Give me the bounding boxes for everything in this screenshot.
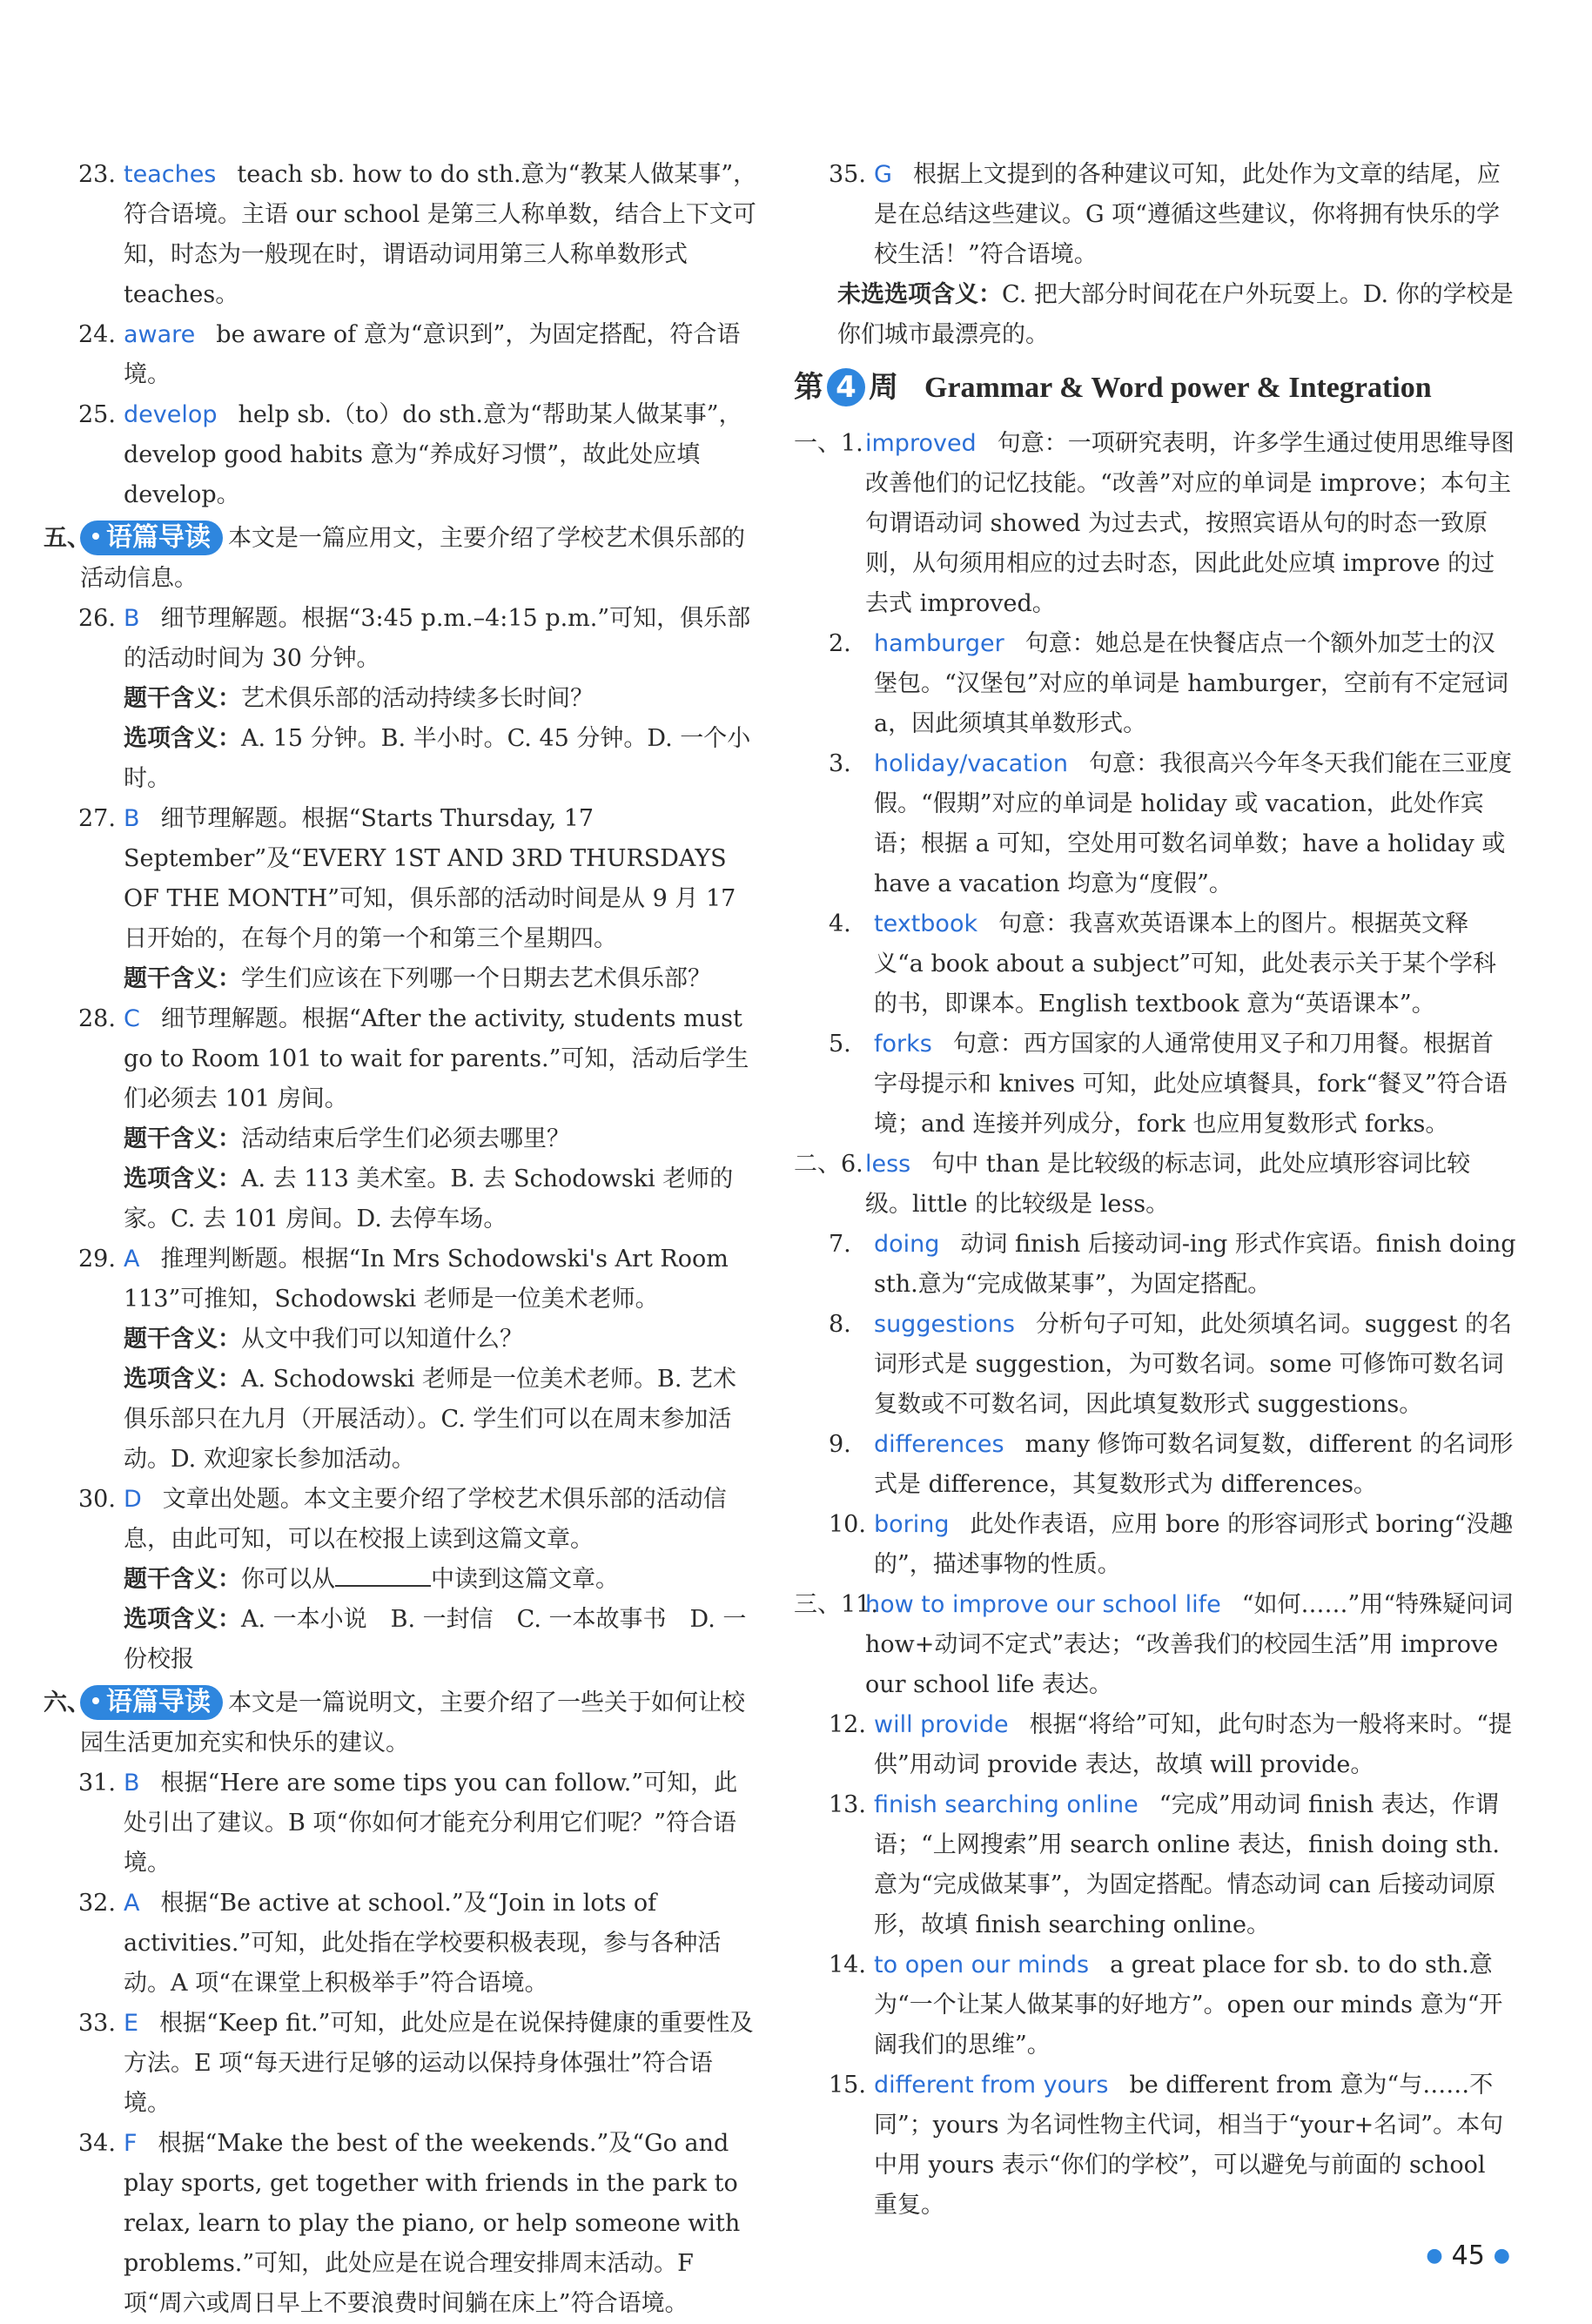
item-number: 10. [829, 1511, 866, 1538]
item-number: 32. [78, 1890, 116, 1917]
answer-item-8 [794, 1305, 1516, 1425]
explanation: 分析句子可知，此处须填名词。suggest 的名词形式是 suggestion，为可数名词。some 可修饰可数名词复数或不可数名词，因此填复数形式 suggestions。 [874, 1311, 1513, 1418]
answer: aware [124, 321, 196, 348]
question-meaning: 题干含义：艺术俱乐部的活动持续多长时间？ [124, 685, 594, 712]
left-column [44, 155, 759, 2324]
answer: textbook [874, 910, 978, 937]
explanation: 根据“Here are some tips you can follow.”可知，此处引出了建议。B 项“你如何才能充分利用它们呢？”符合语境。 [124, 1770, 738, 1877]
week-title: Grammar & Word power & Integration [924, 372, 1432, 404]
explanation: a great place for sb. to do sth.意为“一个让某人做某事的好地方”。open our minds 意为“开阔我们的思维”。 [874, 1951, 1503, 2059]
answer: to open our minds [874, 1951, 1090, 1978]
explanation: 推理判断题。根据“In Mrs Schodowski's Art Room 113”可推知，Schodowski 老师是一位美术老师。 [124, 1246, 729, 1313]
answer-item-28 [44, 999, 759, 1239]
section-summary: 本文是一篇应用文，主要介绍了学校艺术俱乐部的活动信息。 [80, 525, 745, 592]
item-number: 29. [78, 1246, 116, 1273]
option-meaning: 选项含义：A. Schodowski 老师是一位美术老师。B. 艺术俱乐部只在九月（开展活动）。C. 学生们可以在周末参加活动。D. 欢迎家长参加活动。 [124, 1366, 737, 1473]
explanation: 句意：一项研究表明，许多学生通过使用思维导图改善他们的记忆技能。“改善”对应的单词是 improve；本句主句谓语动词 showed 为过去式，按照宾语从句的时态一致原则，从句须用相应的过去时态，因此此处应填 improve 的过去式 improved。 [865, 430, 1515, 617]
answer: teaches [124, 161, 217, 188]
explanation: help sb.（to）do sth.意为“帮助某人做某事”，develop good habits 意为“养成好习惯”，故此处应填 develop。 [124, 401, 742, 508]
item-number: 26. [78, 605, 116, 632]
answer: B [124, 805, 140, 832]
page-number: ● 45 ● [1426, 2240, 1510, 2271]
explanation: many 修饰可数名词复数，different 的名词形式是 difference，其复数形式为 differences。 [874, 1431, 1514, 1498]
item-number: 一、1. [794, 430, 863, 457]
answer-item-25 [44, 395, 759, 515]
explanation: 动词 finish 后接动词-ing 形式作宾语。finish doing sth.意为“完成做某事”，为固定搭配。 [874, 1231, 1516, 1298]
answer-item-31 [44, 1763, 759, 1884]
answer: C [124, 1005, 140, 1032]
answer: will provide [874, 1711, 1009, 1738]
answer: A [124, 1890, 140, 1917]
item-number: 25. [78, 401, 116, 428]
answer: suggestions [874, 1311, 1015, 1338]
question-meaning: 题干含义：活动结束后学生们必须去哪里？ [124, 1125, 570, 1152]
question-meaning: 题干含义：学生们应该在下列哪一个日期去艺术俱乐部？ [124, 965, 711, 992]
unselected-options: 未选选项含义：C. 把大部分时间花在户外玩耍上。D. 你的学校是你们城市最漂亮的。 [837, 281, 1514, 348]
item-number: 13. [829, 1791, 866, 1818]
item-number: 23. [78, 161, 116, 188]
answer-item-14 [794, 1945, 1516, 2065]
answer: develop [124, 401, 218, 428]
explanation: “完成”用动词 finish 表达，作谓语；“上网搜索”用 search online 表达，finish doing sth.意为“完成做某事”，为固定搭配。情态动词 can 后接动词原形，故填 finish searching online。 [874, 1791, 1500, 1938]
answer-item-3 [794, 744, 1516, 904]
answer-item-34 [44, 2124, 759, 2324]
item-number: 24. [78, 321, 116, 348]
explanation: be different from 意为“与……不同”；yours 为名词性物主代词，相当于“your+名词”。本句中用 yours 表示“你们的学校”，可以避免与前面的 school 重复。 [874, 2072, 1504, 2219]
item-number: 7. [829, 1231, 851, 1258]
answer-item-35 [794, 155, 1516, 275]
item-number: 二、6. [794, 1151, 863, 1178]
answer: improved [865, 430, 977, 457]
answer: boring [874, 1511, 950, 1538]
question-meaning: 题干含义：你可以从 中读到这篇文章。 [124, 1566, 619, 1593]
answer-item-15 [794, 2065, 1516, 2226]
item-number: 4. [829, 910, 851, 937]
answer: doing [874, 1231, 940, 1258]
dot-icon [92, 1697, 99, 1704]
section-number: 五、 [44, 525, 91, 552]
item-number: 2. [829, 630, 851, 657]
answer-item-9 [794, 1425, 1516, 1505]
explanation: 句意：我很高兴今年冬天我们能在三亚度假。“假期”对应的单词是 holiday 或 vacation，此处作宾语；根据 a 可知，空处用可数名词单数；have a holiday 或 have a vacation 均意为“度假”。 [874, 750, 1513, 897]
answer-item-10 [794, 1505, 1516, 1585]
item-number: 28. [78, 1005, 116, 1032]
dot-icon: ● [1493, 2245, 1510, 2267]
explanation: 细节理解题。根据“After the activity, students must go to Room 101 to wait for parents.”可知，活动后学生们必须去 101 房间。 [124, 1005, 749, 1112]
item-number: 三、11. [794, 1591, 878, 1618]
answer: D [124, 1486, 142, 1513]
option-meaning: 选项含义：A. 去 113 美术室。B. 去 Schodowski 老师的家。C. 去 101 房间。D. 去停车场。 [124, 1165, 734, 1233]
answer: forks [874, 1031, 932, 1058]
answer: holiday/vacation [874, 750, 1069, 777]
section-summary: 本文是一篇说明文，主要介绍了一些关于如何让校园生活更加充实和快乐的建议。 [80, 1689, 745, 1756]
answer-item-29 [44, 1239, 759, 1480]
item-number: 9. [829, 1431, 851, 1458]
answer-item-1 [794, 424, 1516, 624]
item-number: 3. [829, 750, 851, 777]
section-5-intro [44, 519, 759, 599]
item-number: 14. [829, 1951, 866, 1978]
answer-item-30 [44, 1480, 759, 1680]
answer: G [874, 161, 892, 188]
item-number: 30. [78, 1486, 116, 1513]
answer: different from yours [874, 2072, 1109, 2099]
answer-item-33 [44, 2004, 759, 2124]
option-meaning: 选项含义：A. 15 分钟。B. 半小时。C. 45 分钟。D. 一个小时。 [124, 725, 751, 792]
reading-guide-badge: 语篇导读 [80, 521, 223, 555]
explanation: 此处作表语，应用 bore 的形容词形式 boring“没趣的”，描述事物的性质。 [874, 1511, 1514, 1578]
answer-item-7 [794, 1225, 1516, 1305]
section-6-intro [44, 1683, 759, 1763]
dot-icon [92, 533, 99, 540]
item-number: 5. [829, 1031, 851, 1058]
explanation: 细节理解题。根据“3:45 p.m.–4:15 p.m.”可知，俱乐部的活动时间为 30 分钟。 [124, 605, 751, 672]
explanation: 句意：我喜欢英语课本上的图片。根据英文释义“a book about a subject”可知，此处表示关于某个学科的书，即课本。English textbook 意为“英语课本”。 [874, 910, 1497, 1018]
answer: differences [874, 1431, 1004, 1458]
answer-item-13 [794, 1785, 1516, 1945]
explanation: 根据“Keep fit.”可知，此处应是在说保持健康的重要性及方法。E 项“每天进行足够的运动以保持身体强壮”符合语境。 [124, 2010, 754, 2117]
answer-item-26 [44, 599, 759, 799]
answer-item-2 [794, 624, 1516, 744]
right-column [794, 155, 1516, 2226]
explanation: 根据“Be active at school.”及“Join in lots of activities.”可知，此处指在学校要积极表现，参与各种活动。A 项“在课堂上积极举手”符合语境。 [124, 1890, 722, 1997]
explanation: “如何……”用“特殊疑问词 how+动词不定式”表达；“改善我们的校园生活”用 improve our school life 表达。 [865, 1591, 1514, 1698]
explanation: 根据上文提到的各种建议可知，此处作为文章的结尾，应是在总结这些建议。G 项“遵循这些建议，你将拥有快乐的学校生活！”符合语境。 [874, 161, 1501, 268]
answer: hamburger [874, 630, 1004, 657]
explanation: 句意：她总是在快餐店点一个额外加芝士的汉堡包。“汉堡包”对应的单词是 hamburger，空前有不定冠词 a，因此须填其单数形式。 [874, 630, 1509, 737]
answer: F [124, 2130, 138, 2157]
answer: how to improve our school life [865, 1591, 1221, 1618]
reading-guide-badge: 语篇导读 [80, 1685, 223, 1720]
explanation: 细节理解题。根据“Starts Thursday, 17 September”及“EVERY 1ST AND 3RD THURSDAYS OF THE MONTH”可知，俱乐部的活动时间是从 9 月 17 日开始的，在每个月的第一个和第三个星期四。 [124, 805, 736, 952]
option-meaning: 选项含义：A. 一本小说 B. 一封信 C. 一本故事书 D. 一份校报 [124, 1606, 747, 1673]
answer-item-12 [794, 1705, 1516, 1785]
question-meaning: 题干含义：从文中我们可以知道什么？ [124, 1326, 523, 1353]
answer-item-24 [44, 315, 759, 395]
answer-item-23 [44, 155, 759, 315]
answer: E [124, 2010, 139, 2037]
item-number: 35. [829, 161, 866, 188]
explanation: 根据“将给”可知，此句时态为一般将来时。“提供”用动词 provide 表达，故填 will provide。 [874, 1711, 1512, 1778]
item-number: 27. [78, 805, 116, 832]
answer: finish searching online [874, 1791, 1139, 1818]
explanation: teach sb. how to do sth.意为“教某人做某事”，符合语境。主语 our school 是第三人称单数，结合上下文可知，时态为一般现在时，谓语动词用第三人称单数形式 teaches。 [124, 161, 757, 308]
explanation: 根据“Make the best of the weekends.”及“Go and play sports, get together with friends in the park to relax, learn to play the piano, or help someone with problems.”可知，此处应是在说合理安排周末活动。F 项“周六或周日早上不要浪费时间躺在床上”符合语境。 [124, 2130, 741, 2317]
answer: A [124, 1246, 140, 1273]
item-number: 31. [78, 1770, 116, 1797]
answer-item-6 [794, 1145, 1516, 1225]
item-number: 15. [829, 2072, 866, 2099]
explanation: 句中 than 是比较级的标志词，此处应填形容词比较级。little 的比较级是 less。 [865, 1151, 1471, 1218]
answer-item-32 [44, 1884, 759, 2004]
section-number: 六、 [44, 1689, 91, 1716]
dot-icon: ● [1426, 2245, 1443, 2267]
item-number: 8. [829, 1311, 851, 1338]
fill-blank [335, 1564, 431, 1587]
week-number-badge: 4 [827, 368, 865, 406]
answer-item-4 [794, 904, 1516, 1024]
answer-item-11 [794, 1585, 1516, 1705]
week-heading: 第 4 周 Grammar & Word power & Integration [794, 370, 1432, 405]
answer-item-27 [44, 799, 759, 999]
answer: less [865, 1151, 911, 1178]
explanation: 句意：西方国家的人通常使用叉子和刀用餐。根据首字母提示和 knives 可知，此处应填餐具，fork“餐叉”符合语境；and 连接并列成分，fork 也应用复数形式 forks。 [874, 1031, 1508, 1138]
explanation: be aware of 意为“意识到”，为固定搭配，符合语境。 [124, 321, 741, 388]
answer-item-5 [794, 1024, 1516, 1145]
item-number: 34. [78, 2130, 116, 2157]
answer: B [124, 1770, 140, 1797]
explanation: 文章出处题。本文主要介绍了学校艺术俱乐部的活动信息，由此可知，可以在校报上读到这篇文章。 [124, 1486, 727, 1553]
item-number: 33. [78, 2010, 116, 2037]
answer: B [124, 605, 140, 632]
item-number: 12. [829, 1711, 866, 1738]
